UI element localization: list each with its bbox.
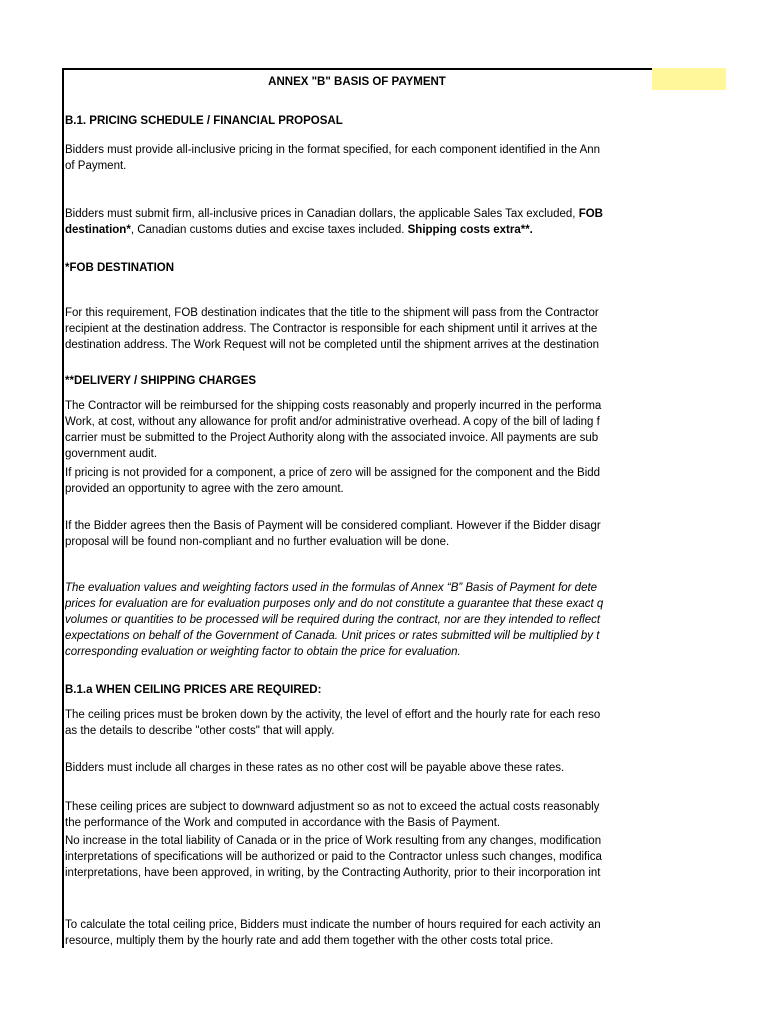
text-line: volumes or quantities to be processed will be required during the contract, nor are they intended to reflect: [65, 614, 601, 626]
text-line: The ceiling prices must be broken down by the activity, the level of effort and the hourly rate for each reso: [65, 709, 601, 721]
text-line: To calculate the total ceiling price, Bidders must indicate the number of hours required for each activity an: [65, 919, 601, 931]
paragraph-downward-adjustment: [65, 799, 651, 831]
text-line: government audit.: [65, 448, 158, 460]
destination-term: destination*: [65, 224, 131, 236]
text-line: No increase in the total liability of Canada or in the price of Work resulting from any changes, modification: [65, 835, 602, 847]
text-line: Bidders must provide all-inclusive pricing in the format specified, for each component identified in the Ann: [65, 144, 601, 156]
text-line: expectations on behalf of the Government of Canada. Unit prices or rates submitted will be multiplied by t: [65, 630, 600, 642]
title-band-fill: [652, 68, 726, 90]
title-band: [62, 68, 652, 90]
paragraph-ceiling-breakdown: [65, 707, 651, 739]
paragraph-pricing-format: [65, 142, 651, 174]
text-line: interpretations of specifications will be authorized or paid to the Contractor unless such changes, modifica: [65, 851, 602, 863]
text-line: If the Bidder agrees then the Basis of Payment will be considered compliant. However if the Bidder disagr: [65, 520, 601, 532]
paragraph-all-charges: [65, 760, 651, 776]
shipping-extra-term: Shipping costs extra**.: [407, 224, 533, 236]
paragraph-firm-prices: [65, 206, 651, 238]
text-line: If pricing is not provided for a component, a price of zero will be assigned for the component and the Bidd: [65, 467, 601, 479]
text-line: For this requirement, FOB destination indicates that the title to the shipment will pass from the Contractor: [65, 307, 599, 319]
text-line: [65, 206, 651, 222]
text-line: recipient at the destination address. The Contractor is responsible for each shipment until it arrives at the: [65, 323, 598, 335]
text-line: The evaluation values and weighting factors used in the formulas of Annex “B” Basis of Payment for dete: [65, 582, 598, 594]
text-line: the performance of the Work and computed in accordance with the Basis of Payment.: [65, 817, 501, 829]
text-line: corresponding evaluation or weighting factor to obtain the price for evaluation.: [65, 646, 461, 658]
text-line: Bidders must include all charges in these rates as no other cost will be payable above these rates.: [65, 762, 565, 774]
document-title: ANNEX "B" BASIS OF PAYMENT: [268, 76, 446, 88]
paragraph-zero-pricing: [65, 465, 651, 497]
section-b1-heading: B.1. PRICING SCHEDULE / FINANCIAL PROPOSAL: [65, 115, 343, 127]
paragraph-compliance: [65, 518, 651, 550]
paragraph-total-ceiling: [65, 917, 651, 949]
paragraph-shipping-reimbursement: [65, 398, 651, 462]
text-line: Work, at cost, without any allowance for profit and/or administrative overhead. A copy of the bill of lading f: [65, 416, 600, 428]
text-line: provided an opportunity to agree with the zero amount.: [65, 483, 344, 495]
text-line: carrier must be submitted to the Project Authority along with the associated invoice. All payments are sub: [65, 432, 599, 444]
left-border-rule: [62, 68, 64, 948]
text-line: as the details to describe "other costs" that will apply.: [65, 725, 335, 737]
fob-term: FOB: [578, 208, 603, 220]
fob-destination-heading: *FOB DESTINATION: [65, 262, 175, 274]
delivery-shipping-heading: **DELIVERY / SHIPPING CHARGES: [65, 375, 257, 387]
text-run: Bidders must submit firm, all-inclusive prices in Canadian dollars, the applicable Sales Tax excluded,: [65, 208, 579, 220]
paragraph-evaluation-values: [65, 580, 651, 660]
paragraph-no-increase: [65, 833, 651, 881]
text-run: , Canadian customs duties and excise taxes included.: [130, 224, 408, 236]
text-line: resource, multiply them by the hourly rate and add them together with the other costs total price.: [65, 935, 554, 947]
text-line: destination address. The Work Request will not be completed until the shipment arrives at the destination: [65, 339, 599, 351]
text-line: proposal will be found non-compliant and no further evaluation will be done.: [65, 536, 450, 548]
section-b1a-heading: B.1.a WHEN CEILING PRICES ARE REQUIRED:: [65, 684, 322, 696]
paragraph-fob-definition: [65, 305, 651, 353]
text-line: of Payment.: [65, 160, 127, 172]
text-line: The Contractor will be reimbursed for the shipping costs reasonably and properly incurred in the performa: [65, 400, 602, 412]
text-line: These ceiling prices are subject to downward adjustment so as not to exceed the actual costs reasonably: [65, 801, 600, 813]
text-line: [65, 222, 651, 238]
text-line: prices for evaluation are for evaluation purposes only and do not constitute a guarantee that these exact q: [65, 598, 604, 610]
text-line: interpretations, have been approved, in writing, by the Contracting Authority, prior to their incorporation int: [65, 867, 601, 879]
